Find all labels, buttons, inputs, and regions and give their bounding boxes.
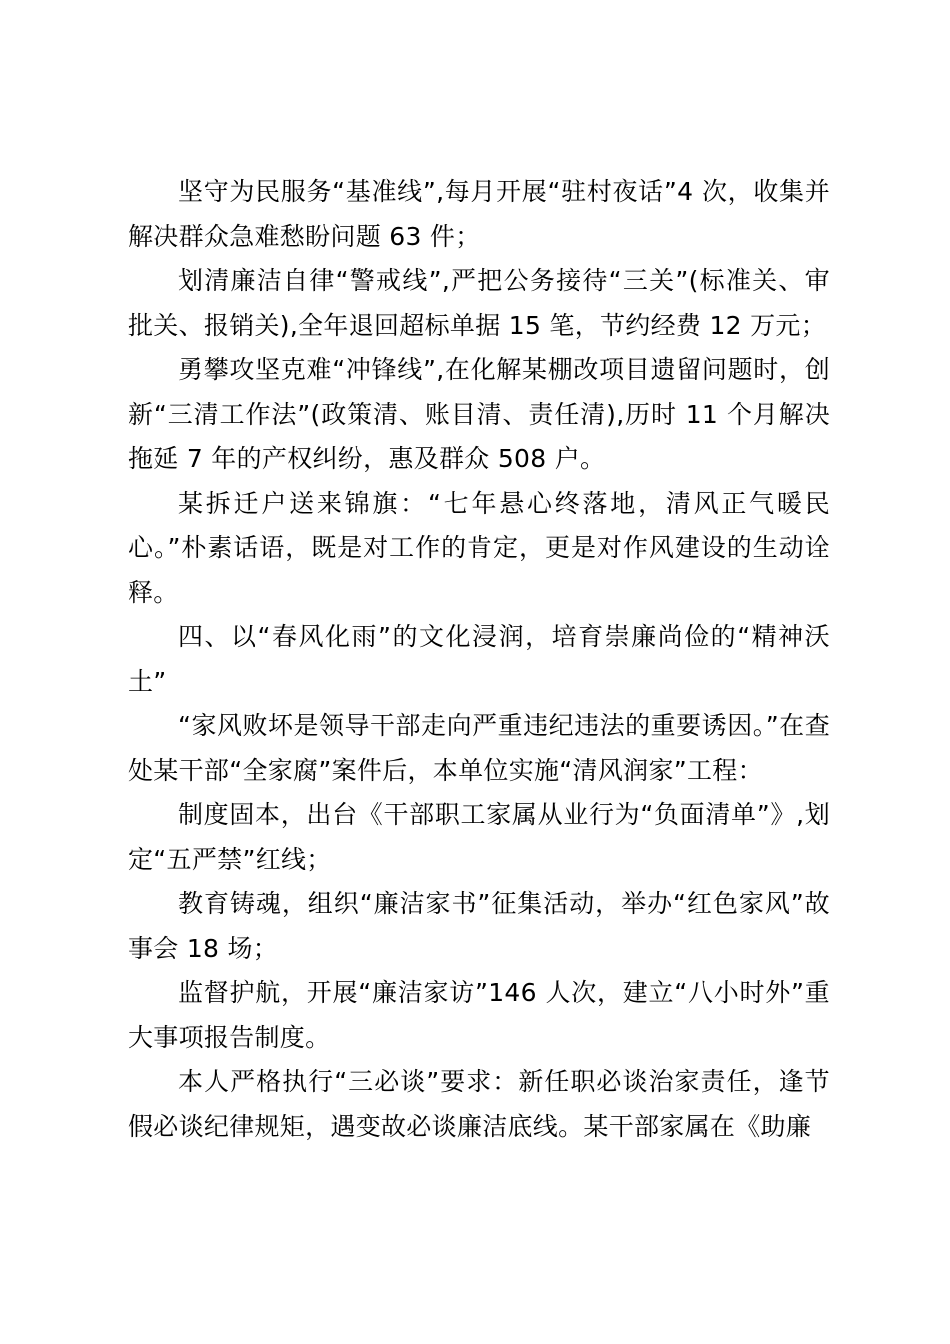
paragraph-supervision: 监督护航，开展“廉洁家访”146 人次，建立“八小时外”重大事项报告制度。 <box>128 978 830 1052</box>
paragraph-silk-banner: 某拆迁户送来锦旗：“七年悬心终落地，清风正气暖民心。”朴素话语，既是对工作的肯定，更是对作风建设的生动诠释。 <box>128 488 830 607</box>
paragraph-family-style: “家风败坏是领导干部走向严重违纪违法的重要诱因。”在查处某干部“全家腐”案件后，本单位实施“清风润家”工程： <box>128 711 830 785</box>
paragraph-integrity-warning-line: 划清廉洁自律“警戒线”,严把公务接待“三关”(标准关、审批关、报销关),全年退回超标单据 15 笔，节约经费 12 万元； <box>128 266 830 340</box>
paragraph-system-foundation: 制度固本，出台《干部职工家属从业行为“负面清单”》,划定“五严禁”红线； <box>128 800 830 874</box>
document-body <box>128 170 830 1149</box>
paragraph-charge-line: 勇攀攻坚克难“冲锋线”,在化解某棚改项目遗留问题时，创新“三清工作法”(政策清、账目清、责任清),历时 11 个月解决拖延 7 年的产权纠纷，惠及群众 508 户。 <box>128 355 830 473</box>
paragraph-three-talks: 本人严格执行“三必谈”要求：新任职必谈治家责任，逢节假必谈纪律规矩，遇变故必谈廉洁底线。某干部家属在《助廉 <box>128 1067 830 1141</box>
paragraph-service-baseline: 坚守为民服务“基准线”,每月开展“驻村夜话”4 次，收集并解决群众急难愁盼问题 63 件； <box>128 177 830 251</box>
paragraph-education: 教育铸魂，组织“廉洁家书”征集活动，举办“红色家风”故事会 18 场； <box>128 889 830 963</box>
section-heading-four: 四、以“春风化雨”的文化浸润，培育崇廉尚俭的“精神沃土” <box>128 622 830 696</box>
